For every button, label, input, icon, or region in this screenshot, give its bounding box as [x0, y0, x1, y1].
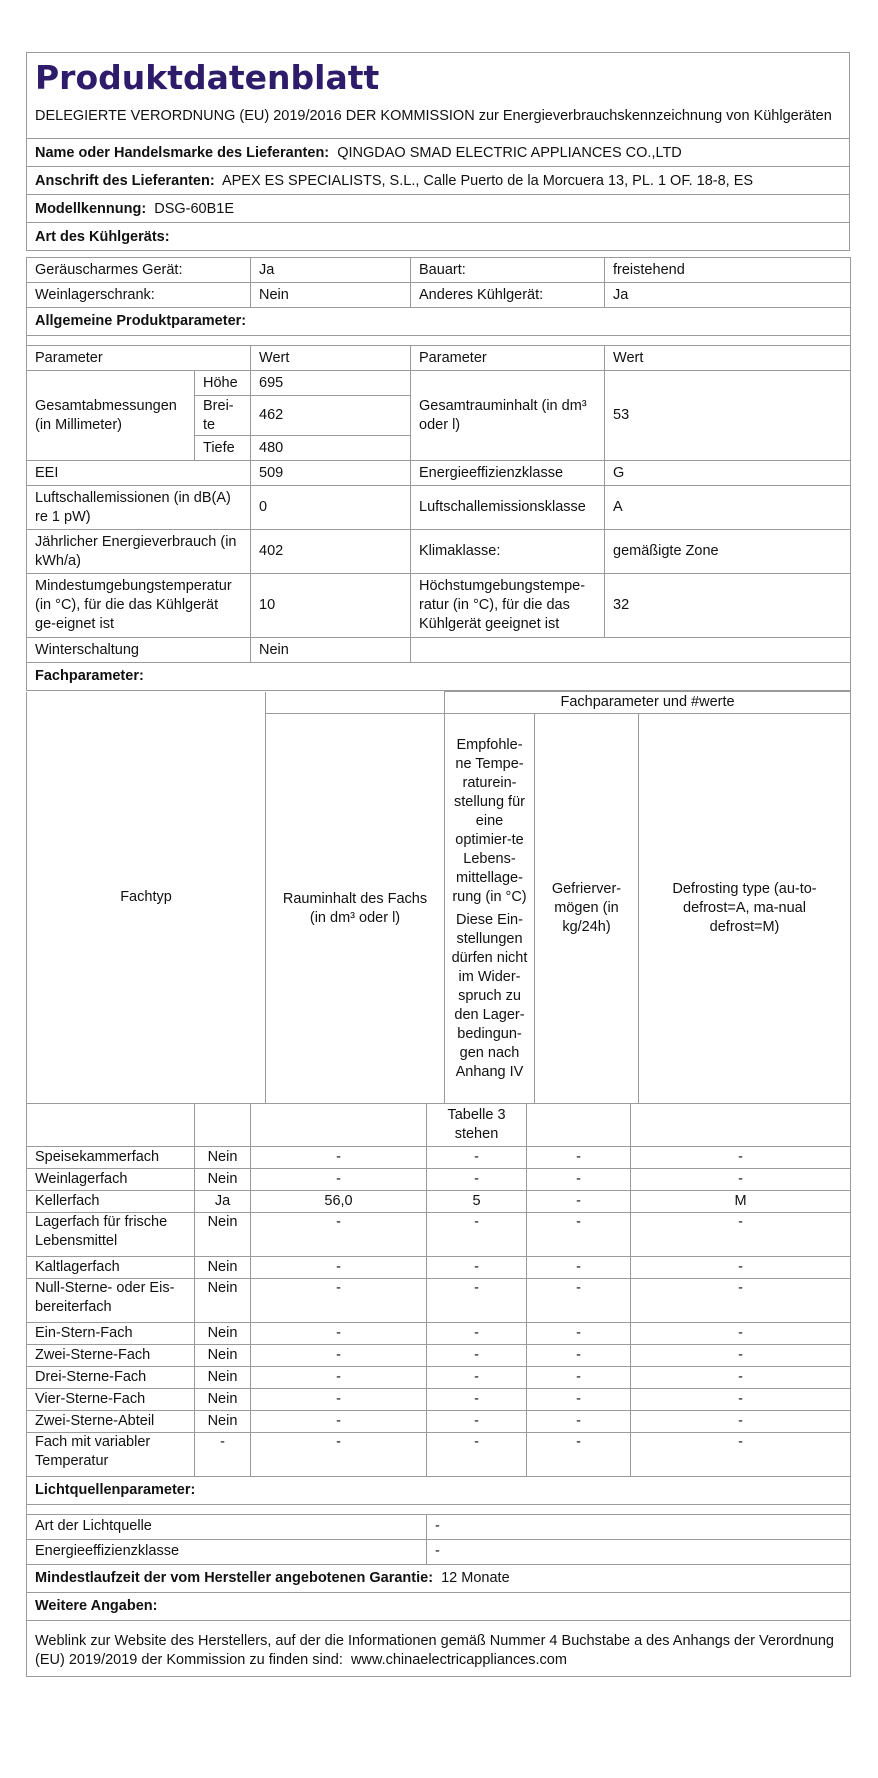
supplier-name-value: QINGDAO SMAD ELECTRIC APPLIANCES CO.,LTD: [337, 145, 682, 161]
min-temp-value: 10: [251, 574, 411, 638]
energy-class-value: G: [605, 461, 851, 486]
compartment-temp: -: [427, 1212, 527, 1256]
compartment-name: Kaltlagerfach: [27, 1256, 195, 1278]
energy-label: Jährlicher Energieverbrauch (in kWh/a): [27, 530, 251, 574]
compartment-freeze: -: [527, 1278, 631, 1322]
compartment-volume: -: [251, 1146, 427, 1168]
compartment-volume: 56,0: [251, 1190, 427, 1212]
compartment-name: Kellerfach: [27, 1190, 195, 1212]
height-label: Höhe: [195, 371, 251, 396]
depth-value: 480: [251, 436, 411, 461]
table-row: [27, 486, 851, 530]
model-row: [26, 195, 850, 223]
spacer-row: [27, 1504, 851, 1514]
compartment-name: Null-Sterne- oder Eis-bereiterfach: [27, 1278, 195, 1322]
dims-label: Gesamtabmessungen (in Millimeter): [27, 371, 195, 461]
eei-value: 509: [251, 461, 411, 486]
page-title: Produktdatenblatt: [35, 58, 380, 97]
col-temp-c: Tabelle 3 stehen: [427, 1104, 527, 1146]
design-label: Bauart:: [411, 258, 605, 283]
general-heading: Allgemeine Produktparameter:: [27, 308, 851, 336]
compartment-name: Drei-Sterne-Fach: [27, 1366, 195, 1388]
compartment-row: [27, 1366, 851, 1388]
compartment-present: -: [195, 1432, 251, 1476]
table-row: [27, 283, 851, 308]
compartment-name: Weinlagerfach: [27, 1168, 195, 1190]
noise-class-label: Luftschallemissionsklasse: [411, 486, 605, 530]
further-text: Weblink zur Website des Herstellers, auf der die Informationen gemäß Nummer 4 Buchstabe a des Anhangs der Verordnung (EU) 2019/2019 der Kommission zu finden sind:: [35, 1632, 835, 1668]
volume-value: 53: [605, 371, 851, 461]
compartment-temp: -: [427, 1388, 527, 1410]
group-header: Fachparameter und #werte: [445, 692, 851, 714]
compartments-heading-row: [27, 663, 851, 691]
compartment-row: [27, 1212, 851, 1256]
compartment-volume: -: [251, 1410, 427, 1432]
compartment-present: Nein: [195, 1344, 251, 1366]
compartment-name: Lagerfach für frische Lebensmittel: [27, 1212, 195, 1256]
compartment-name: Fach mit variabler Temperatur: [27, 1432, 195, 1476]
general-heading-row: [27, 308, 851, 336]
width-label: Brei-te: [195, 396, 251, 436]
spacer-row: [27, 1620, 851, 1630]
table-row: [27, 574, 851, 638]
compartment-freeze: -: [527, 1190, 631, 1212]
table-row: [27, 638, 851, 663]
light-heading-row: [27, 1476, 851, 1504]
further-info-row: [27, 1630, 851, 1676]
compartment-freeze: -: [527, 1410, 631, 1432]
compartment-row: [27, 1410, 851, 1432]
compartment-freeze: -: [527, 1344, 631, 1366]
eei-label: EEI: [27, 461, 251, 486]
min-temp-label: Mindestumgebungstemperatur (in °C), für die das Kühlgerät ge-eignet ist: [27, 574, 251, 638]
compartment-present: Nein: [195, 1168, 251, 1190]
compartment-name: Vier-Sterne-Fach: [27, 1388, 195, 1410]
compartment-name: Ein-Stern-Fach: [27, 1322, 195, 1344]
compartment-row: [27, 1278, 851, 1322]
volume-label: Gesamtrauminhalt (in dm³ oder l): [411, 371, 605, 461]
table-row: [27, 371, 851, 396]
noise-value: 0: [251, 486, 411, 530]
col-temp-a: Empfohle-ne Tempe-raturein-stellung für eine optimier-te Lebens-mittellage-rung (in °C): [452, 736, 527, 905]
compartments-heading: Fachparameter:: [27, 663, 851, 691]
compartment-present: Nein: [195, 1212, 251, 1256]
compartment-defrost: -: [631, 1256, 851, 1278]
table-row: [27, 530, 851, 574]
product-data-sheet: [26, 52, 850, 1677]
col-defrost: Defrosting type (au-to-defrost=A, ma-nual defrost=M): [639, 714, 851, 1104]
supplier-address-value: APEX ES SPECIALISTS, S.L., Calle Puerto de la Morcuera 13, PL. 1 OF. 18-8, ES: [221, 173, 754, 189]
low-noise-label: Geräuscharmes Gerät:: [27, 258, 251, 283]
compartment-freeze: -: [527, 1146, 631, 1168]
col-value-2: Wert: [605, 346, 851, 371]
supplier-address-label: Anschrift des Lieferanten:: [35, 173, 215, 189]
low-noise-value: Ja: [251, 258, 411, 283]
col-freeze: Gefrierver-mögen (in kg/24h): [535, 714, 639, 1104]
table-row: [27, 461, 851, 486]
compartment-row: [27, 1168, 851, 1190]
supplier-name-label: Name oder Handelsmarke des Lieferanten:: [35, 145, 330, 161]
compartment-freeze: -: [527, 1322, 631, 1344]
compartment-present: Nein: [195, 1278, 251, 1322]
light-type-value: -: [427, 1514, 851, 1539]
col-temp: [445, 714, 535, 1104]
compartment-header-table: [26, 691, 851, 1104]
regulation-subtitle: DELEGIERTE VERORDNUNG (EU) 2019/2016 DER KOMMISSION zur Energieverbrauchskennzeichnung von Kühlgeräten: [35, 108, 832, 124]
height-value: 695: [251, 371, 411, 396]
design-value: freistehend: [605, 258, 851, 283]
compartment-volume: -: [251, 1432, 427, 1476]
compartment-defrost: -: [631, 1212, 851, 1256]
table-row: [27, 1539, 851, 1564]
climate-value: gemäßigte Zone: [605, 530, 851, 574]
col-value: Wert: [251, 346, 411, 371]
compartment-freeze: -: [527, 1212, 631, 1256]
compartment-temp: -: [427, 1256, 527, 1278]
manufacturer-url[interactable]: www.chinaelectricappliances.com: [350, 1651, 567, 1668]
compartment-present: Nein: [195, 1388, 251, 1410]
warranty-row: [27, 1564, 851, 1592]
supplier-name-row: [26, 139, 850, 167]
depth-label: Tiefe: [195, 436, 251, 461]
compartment-row: [27, 1432, 851, 1476]
compartment-volume: -: [251, 1278, 427, 1322]
empty-cell: [411, 638, 851, 663]
other-label: Anderes Kühlgerät:: [411, 283, 605, 308]
general-parameters-table: [26, 257, 851, 691]
winter-label: Winterschaltung: [27, 638, 251, 663]
compartment-temp: -: [427, 1146, 527, 1168]
header-block: [26, 52, 850, 139]
compartment-temp: -: [427, 1432, 527, 1476]
table-row: [27, 258, 851, 283]
compartment-present: Ja: [195, 1190, 251, 1212]
spacer-row: [27, 336, 851, 346]
compartment-present: Nein: [195, 1146, 251, 1168]
compartment-temp: -: [427, 1344, 527, 1366]
compartment-defrost: -: [631, 1388, 851, 1410]
compartment-present: Nein: [195, 1366, 251, 1388]
model-label: Modellkennung:: [35, 201, 147, 217]
compartment-defrost: -: [631, 1322, 851, 1344]
max-temp-label: Höchstumgebungstempe-ratur (in °C), für die das Kühlgerät geeignet ist: [411, 574, 605, 638]
col-temp-b: Diese Ein-stellungen dürfen nicht im Wider-spruch zu den Lager-bedingun-gen nach Anhang IV: [451, 911, 528, 1080]
compartment-present: Nein: [195, 1256, 251, 1278]
col-volume: Rauminhalt des Fachs (in dm³ oder l): [266, 714, 445, 1104]
compartment-freeze: -: [527, 1256, 631, 1278]
compartment-volume: -: [251, 1322, 427, 1344]
width-value: 462: [251, 396, 411, 436]
compartment-defrost: -: [631, 1168, 851, 1190]
compartment-freeze: -: [527, 1432, 631, 1476]
compartment-volume: -: [251, 1366, 427, 1388]
compartment-temp: 5: [427, 1190, 527, 1212]
compartment-defrost: -: [631, 1146, 851, 1168]
noise-label: Luftschallemissionen (in dB(A) re 1 pW): [27, 486, 251, 530]
noise-class-value: A: [605, 486, 851, 530]
light-class-value: -: [427, 1539, 851, 1564]
compartment-name: Speisekammerfach: [27, 1146, 195, 1168]
compartment-row: [27, 1256, 851, 1278]
warranty-label: Mindestlaufzeit der vom Hersteller angebotenen Garantie:: [35, 1569, 434, 1586]
light-heading: Lichtquellenparameter:: [27, 1476, 851, 1504]
compartment-defrost: -: [631, 1366, 851, 1388]
other-value: Ja: [605, 283, 851, 308]
compartment-freeze: -: [527, 1388, 631, 1410]
compartment-present: Nein: [195, 1322, 251, 1344]
compartment-row: [27, 1322, 851, 1344]
compartment-freeze: -: [527, 1168, 631, 1190]
light-type-label: Art der Lichtquelle: [27, 1514, 427, 1539]
compartment-present: Nein: [195, 1410, 251, 1432]
compartment-temp: -: [427, 1278, 527, 1322]
compartment-defrost: -: [631, 1344, 851, 1366]
col-type: Fachtyp: [27, 692, 266, 1104]
table-row: [27, 1514, 851, 1539]
compartment-volume: -: [251, 1168, 427, 1190]
appliance-type-heading-text: Art des Kühlgeräts:: [35, 229, 170, 245]
compartment-defrost: -: [631, 1432, 851, 1476]
col-param: Parameter: [27, 346, 251, 371]
table-row: [27, 1104, 851, 1146]
energy-value: 402: [251, 530, 411, 574]
further-heading: Weitere Angaben:: [27, 1592, 851, 1620]
energy-class-label: Energieeffizienzklasse: [411, 461, 605, 486]
supplier-address-row: [26, 167, 850, 195]
climate-label: Klimaklasse:: [411, 530, 605, 574]
further-heading-row: [27, 1592, 851, 1620]
compartment-row: [27, 1344, 851, 1366]
wine-value: Nein: [251, 283, 411, 308]
compartment-defrost: M: [631, 1190, 851, 1212]
compartment-temp: -: [427, 1322, 527, 1344]
compartment-row: [27, 1388, 851, 1410]
compartment-name: Zwei-Sterne-Abteil: [27, 1410, 195, 1432]
compartment-temp: -: [427, 1366, 527, 1388]
compartment-row: [27, 1146, 851, 1168]
compartment-defrost: -: [631, 1278, 851, 1322]
compartment-volume: -: [251, 1388, 427, 1410]
max-temp-value: 32: [605, 574, 851, 638]
compartment-freeze: -: [527, 1366, 631, 1388]
compartment-name: Zwei-Sterne-Fach: [27, 1344, 195, 1366]
wine-label: Weinlagerschrank:: [27, 283, 251, 308]
compartment-row: [27, 1190, 851, 1212]
col-param-2: Parameter: [411, 346, 605, 371]
compartment-temp: -: [427, 1168, 527, 1190]
warranty-value: 12 Monate: [441, 1569, 510, 1586]
table-row: [27, 692, 851, 714]
compartment-volume: -: [251, 1344, 427, 1366]
light-class-label: Energieeffizienzklasse: [27, 1539, 427, 1564]
compartment-defrost: -: [631, 1410, 851, 1432]
model-value: DSG-60B1E: [154, 201, 235, 217]
compartment-table: [26, 1104, 851, 1677]
compartment-volume: -: [251, 1256, 427, 1278]
compartment-volume: -: [251, 1212, 427, 1256]
winter-value: Nein: [251, 638, 411, 663]
table-row: [27, 346, 851, 371]
appliance-type-heading: [26, 223, 850, 251]
compartment-temp: -: [427, 1410, 527, 1432]
